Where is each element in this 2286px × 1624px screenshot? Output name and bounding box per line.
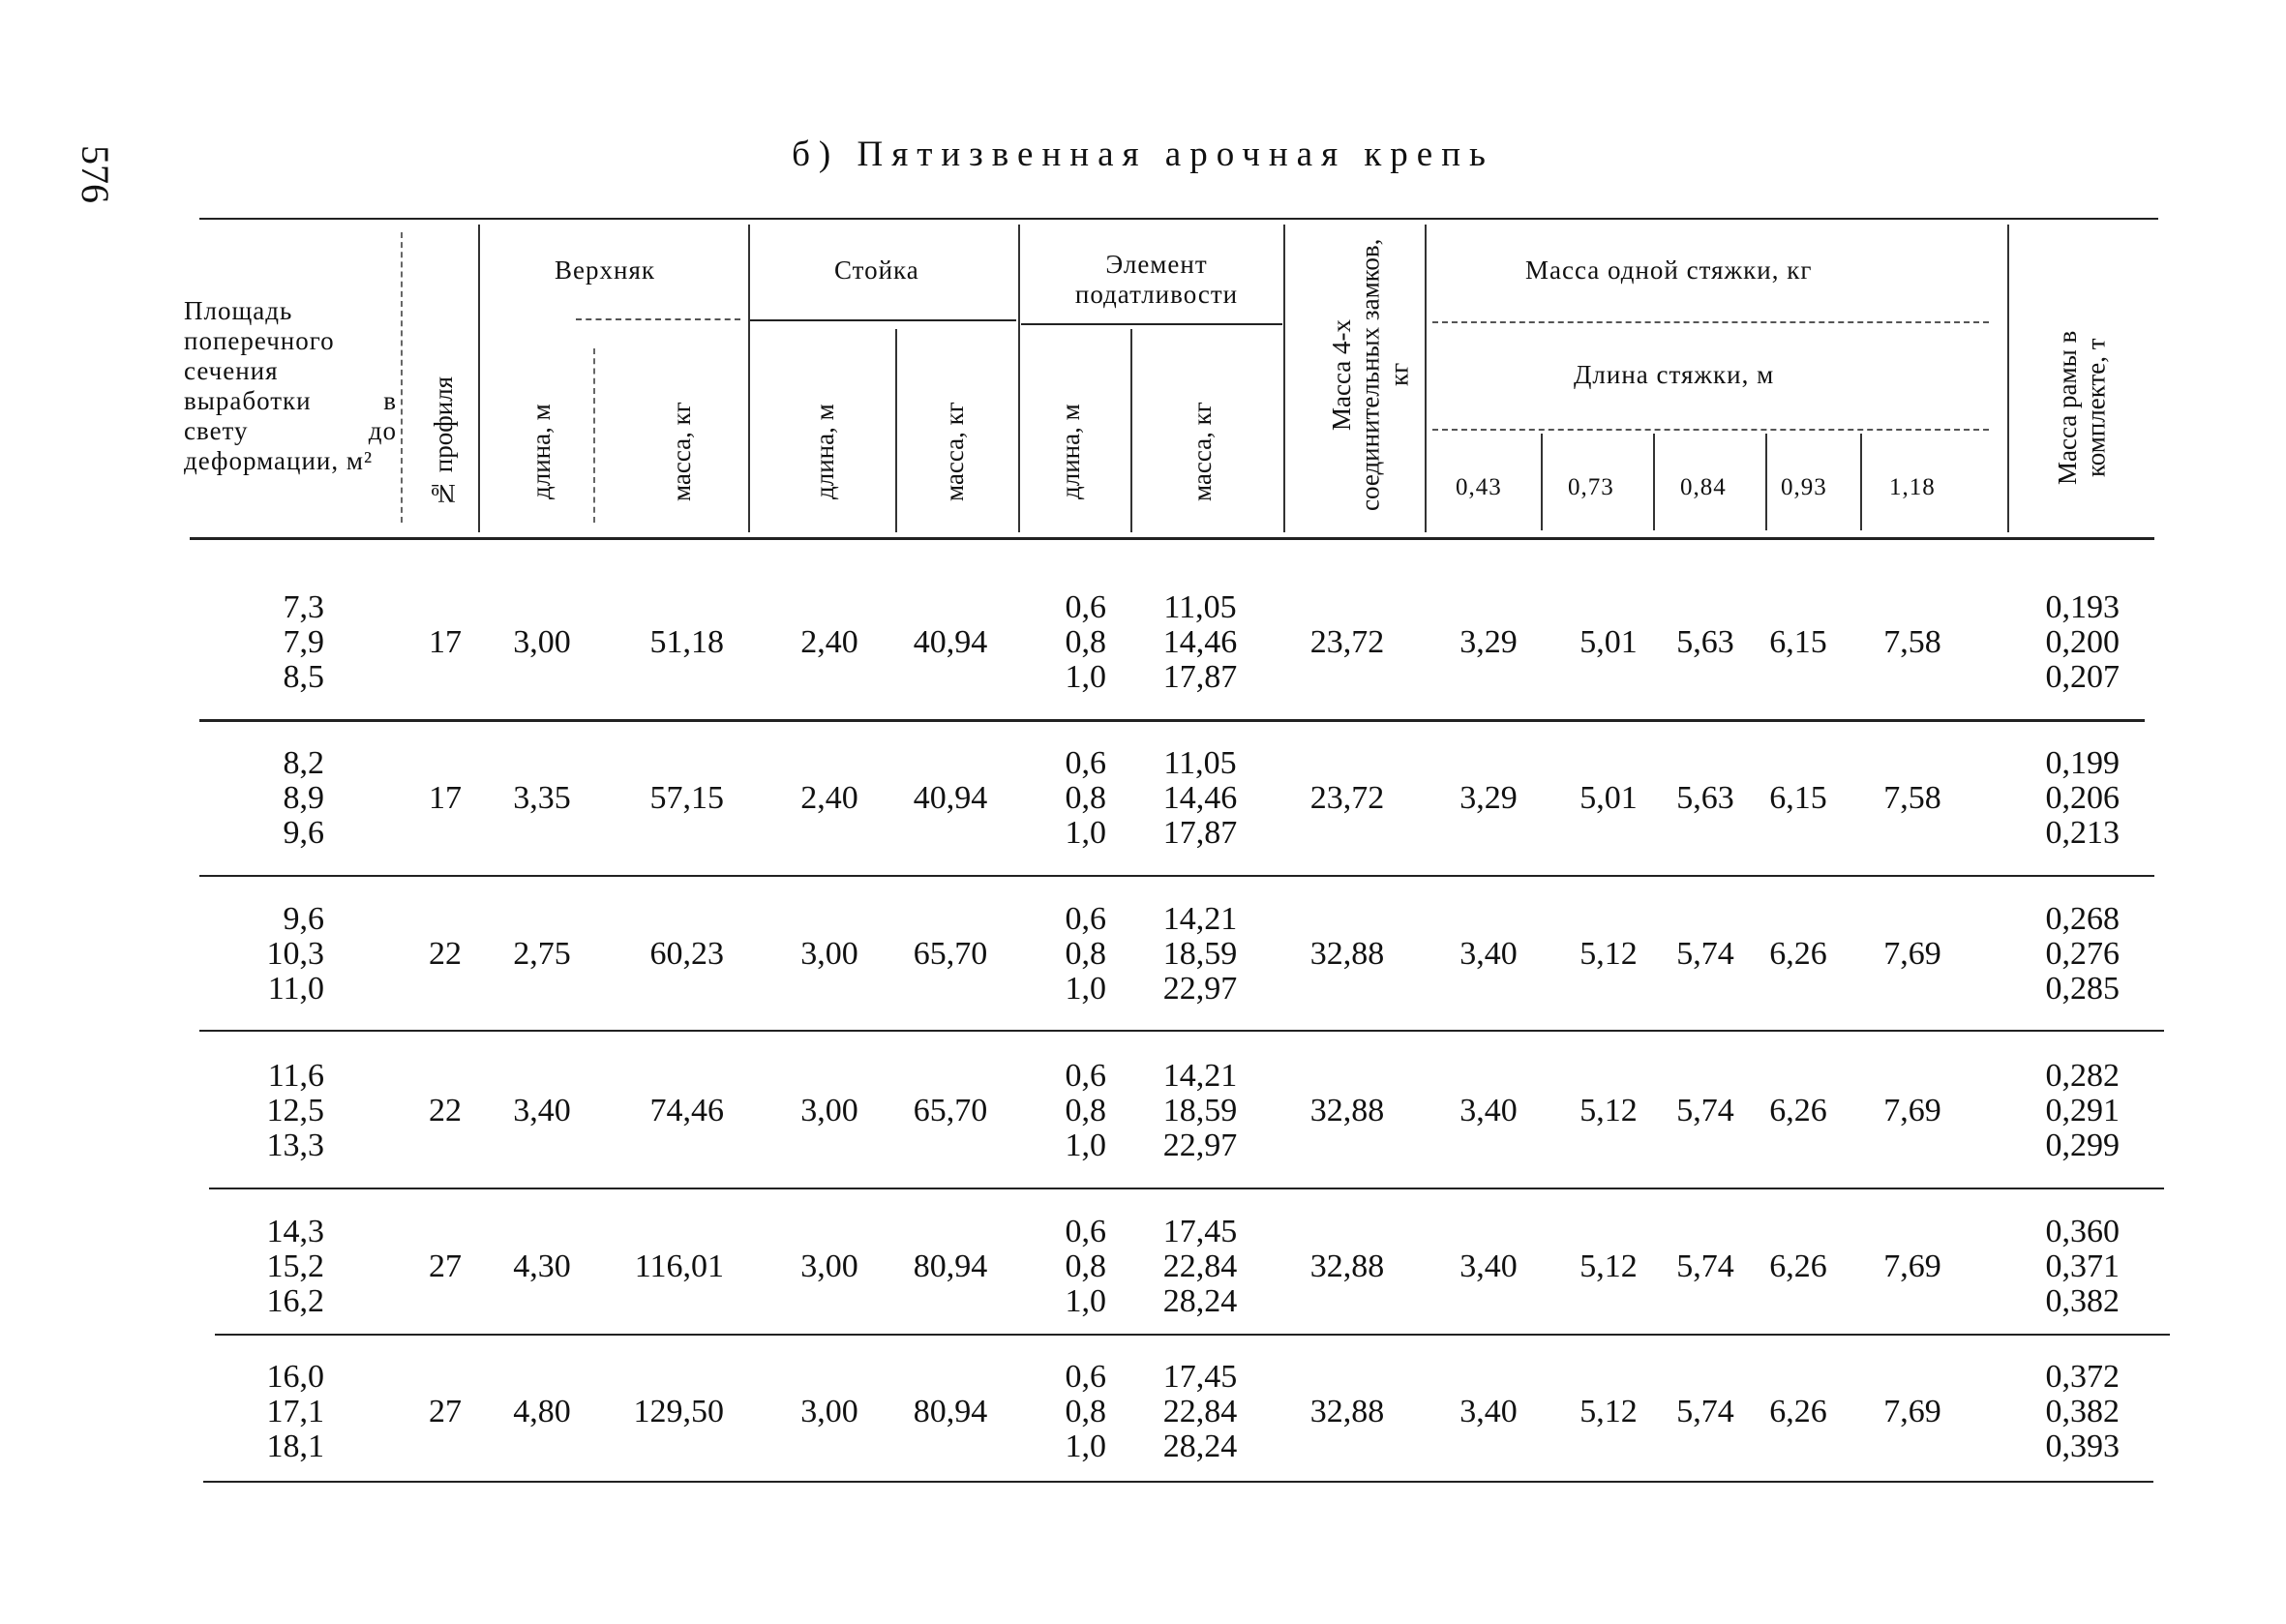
- header-tie-length-043: 0,43: [1456, 474, 1502, 500]
- rule-tie-mass: [1432, 321, 1989, 323]
- element-masses-value: 17,45: [1162, 1214, 1238, 1249]
- frame-mass-values-value: 0,193: [2045, 589, 2120, 625]
- profile-number: 22: [429, 936, 462, 972]
- area-values-value: 12,5: [266, 1093, 324, 1128]
- vline-element-inner: [1130, 329, 1132, 532]
- area-values: [284, 746, 325, 851]
- tie-mass-084: 5,74: [1676, 936, 1734, 972]
- stoyka-length: 3,00: [800, 1093, 858, 1128]
- vline-element: [1283, 225, 1285, 532]
- header-stoyka-length: длина, м: [810, 404, 839, 500]
- header-tie-length-084: 0,84: [1680, 474, 1727, 500]
- frame-mass-values-value: 0,299: [2045, 1128, 2120, 1163]
- frame-mass-values: [2046, 1360, 2121, 1464]
- element-lengths-value: 0,8: [1065, 1248, 1106, 1284]
- frame-mass-values-value: 0,285: [2045, 971, 2120, 1007]
- tie-mass-073: 5,12: [1579, 1248, 1638, 1284]
- element-lengths-value: 0,6: [1065, 589, 1106, 625]
- area-values: [267, 902, 325, 1007]
- tie-mass-073: 5,12: [1579, 1394, 1638, 1429]
- frame-mass-values: [2046, 590, 2121, 695]
- tie-mass-093: 6,26: [1769, 936, 1827, 972]
- verkhnyak-length: 2,75: [513, 936, 571, 972]
- page-number: 576: [74, 145, 117, 203]
- area-values: [284, 590, 325, 695]
- rule-element: [1021, 323, 1282, 325]
- area-values-value: 17,1: [266, 1394, 324, 1429]
- element-lengths: [1066, 902, 1107, 1007]
- locks-mass: 32,88: [1309, 1248, 1385, 1284]
- rule-verkhnyak: [576, 318, 740, 320]
- tie-mass-073: 5,12: [1579, 936, 1638, 972]
- header-element: Элемент податливости: [1074, 250, 1239, 310]
- frame-mass-values-value: 0,207: [2045, 659, 2120, 695]
- area-values-value: 7,9: [283, 624, 324, 660]
- verkhnyak-length: 4,80: [513, 1394, 571, 1429]
- element-lengths-value: 0,6: [1065, 901, 1106, 937]
- element-masses: [1163, 902, 1238, 1007]
- verkhnyak-length: 3,00: [513, 624, 571, 660]
- vline-verkhnyak-inner: [593, 348, 595, 523]
- element-lengths: [1066, 746, 1107, 851]
- element-lengths: [1066, 590, 1107, 695]
- profile-number: 17: [429, 780, 462, 816]
- header-frame-mass: Масса рамы в комплекте, т: [2053, 330, 2111, 485]
- element-lengths-value: 0,8: [1065, 780, 1106, 816]
- area-values-value: 14,3: [266, 1214, 324, 1249]
- header-tie-length-118: 1,18: [1889, 474, 1936, 500]
- element-masses-value: 17,87: [1162, 815, 1238, 851]
- element-lengths-value: 0,8: [1065, 1394, 1106, 1429]
- frame-mass-values-value: 0,382: [2045, 1283, 2120, 1319]
- stoyka-mass: 80,94: [913, 1248, 988, 1284]
- area-values-value: 8,9: [283, 780, 324, 816]
- header-area: Площадь поперечного сечения выработки в свету до деформации, м²: [184, 296, 397, 476]
- row-separator: [199, 1030, 2164, 1032]
- frame-mass-values: [2046, 1215, 2121, 1319]
- element-lengths-value: 1,0: [1065, 1283, 1106, 1319]
- element-lengths-value: 0,8: [1065, 936, 1106, 972]
- header-verkhnyak-length: длина, м: [526, 404, 556, 500]
- tie-mass-043: 3,29: [1459, 624, 1518, 660]
- element-lengths-value: 1,0: [1065, 1429, 1106, 1464]
- table-top-rule: [199, 218, 2158, 220]
- verkhnyak-mass: 60,23: [649, 936, 724, 972]
- row-separator: [215, 1334, 2170, 1336]
- area-values: [267, 1059, 325, 1163]
- profile-number: 22: [429, 1093, 462, 1128]
- element-lengths-value: 0,6: [1065, 1359, 1106, 1395]
- header-tie-length-093: 0,93: [1781, 474, 1827, 500]
- vline-tie-2: [1653, 434, 1655, 530]
- frame-mass-values-value: 0,276: [2045, 936, 2120, 972]
- element-masses-value: 17,87: [1162, 659, 1238, 695]
- stoyka-mass: 40,94: [913, 624, 988, 660]
- vline-stoyka-inner: [895, 329, 897, 532]
- tie-mass-093: 6,26: [1769, 1248, 1827, 1284]
- area-values-value: 15,2: [266, 1248, 324, 1284]
- tie-mass-118: 7,69: [1883, 1248, 1941, 1284]
- element-masses-value: 22,97: [1162, 971, 1238, 1007]
- element-masses-value: 14,21: [1162, 901, 1238, 937]
- header-element-mass: масса, кг: [1188, 402, 1217, 502]
- area-values-value: 9,6: [283, 815, 324, 851]
- verkhnyak-length: 3,40: [513, 1093, 571, 1128]
- tie-mass-118: 7,69: [1883, 1093, 1941, 1128]
- vline-tie-1: [1541, 434, 1543, 530]
- tie-mass-093: 6,15: [1769, 624, 1827, 660]
- frame-mass-values: [2046, 1059, 2121, 1163]
- frame-mass-values-value: 0,372: [2045, 1359, 2120, 1395]
- header-profile: № профиля: [429, 376, 458, 509]
- verkhnyak-mass: 116,01: [634, 1248, 724, 1284]
- element-masses-value: 14,46: [1162, 624, 1238, 660]
- frame-mass-values: [2046, 746, 2121, 851]
- tie-mass-093: 6,15: [1769, 780, 1827, 816]
- tie-mass-084: 5,63: [1676, 624, 1734, 660]
- vline-profile: [478, 225, 480, 532]
- frame-mass-values-value: 0,268: [2045, 901, 2120, 937]
- tie-mass-084: 5,74: [1676, 1093, 1734, 1128]
- area-values-value: 9,6: [283, 901, 324, 937]
- element-masses-value: 11,05: [1163, 589, 1237, 625]
- element-lengths-value: 0,8: [1065, 624, 1106, 660]
- vline-frame: [2007, 225, 2009, 532]
- area-values-value: 11,0: [267, 971, 324, 1007]
- verkhnyak-mass: 74,46: [649, 1093, 724, 1128]
- element-masses: [1163, 1360, 1238, 1464]
- element-masses-value: 28,24: [1162, 1283, 1238, 1319]
- area-values-value: 16,2: [266, 1283, 324, 1319]
- element-lengths-value: 0,6: [1065, 1058, 1106, 1094]
- table-title: б) Пятизвенная арочная крепь: [792, 135, 1494, 174]
- vline-tie-4: [1860, 434, 1862, 530]
- element-masses: [1163, 1215, 1238, 1319]
- tie-mass-093: 6,26: [1769, 1093, 1827, 1128]
- tie-mass-043: 3,40: [1459, 1394, 1518, 1429]
- area-values-value: 18,1: [266, 1429, 324, 1464]
- area-values-value: 13,3: [266, 1128, 324, 1163]
- tie-mass-084: 5,74: [1676, 1394, 1734, 1429]
- verkhnyak-length: 4,30: [513, 1248, 571, 1284]
- vline-area: [401, 232, 403, 523]
- area-values: [267, 1360, 325, 1464]
- element-masses-value: 18,59: [1162, 936, 1238, 972]
- tie-mass-073: 5,12: [1579, 1093, 1638, 1128]
- element-lengths-value: 0,8: [1065, 1093, 1106, 1128]
- locks-mass: 32,88: [1309, 1394, 1385, 1429]
- profile-number: 27: [429, 1248, 462, 1284]
- tie-mass-043: 3,40: [1459, 1248, 1518, 1284]
- element-lengths: [1066, 1360, 1107, 1464]
- stoyka-length: 3,00: [800, 936, 858, 972]
- header-bottom-rule: [190, 537, 2154, 540]
- verkhnyak-mass: 129,50: [633, 1394, 724, 1429]
- area-values-value: 8,2: [283, 745, 324, 781]
- stoyka-length: 3,00: [800, 1394, 858, 1429]
- frame-mass-values-value: 0,360: [2045, 1214, 2120, 1249]
- profile-number: 17: [429, 624, 462, 660]
- verkhnyak-length: 3,35: [513, 780, 571, 816]
- element-lengths-value: 1,0: [1065, 971, 1106, 1007]
- rule-tie-length: [1432, 429, 1989, 431]
- stoyka-mass: 80,94: [913, 1394, 988, 1429]
- locks-mass: 23,72: [1309, 780, 1385, 816]
- locks-mass: 23,72: [1309, 624, 1385, 660]
- element-masses: [1163, 746, 1238, 851]
- header-tie-mass: Масса одной стяжки, кг: [1525, 256, 1813, 285]
- profile-number: 27: [429, 1394, 462, 1429]
- element-masses: [1163, 590, 1238, 695]
- element-masses-value: 18,59: [1162, 1093, 1238, 1128]
- tie-mass-073: 5,01: [1579, 780, 1638, 816]
- frame-mass-values-value: 0,206: [2045, 780, 2120, 816]
- element-lengths-value: 0,6: [1065, 745, 1106, 781]
- vline-verkhnyak: [748, 225, 750, 532]
- element-lengths-value: 0,6: [1065, 1214, 1106, 1249]
- vline-locks: [1425, 225, 1427, 532]
- tie-mass-118: 7,58: [1883, 780, 1941, 816]
- tie-mass-043: 3,40: [1459, 936, 1518, 972]
- vline-stoyka: [1018, 225, 1020, 532]
- row-separator: [199, 719, 2145, 722]
- area-values: [267, 1215, 325, 1319]
- element-lengths-value: 1,0: [1065, 659, 1106, 695]
- stoyka-length: 2,40: [800, 624, 858, 660]
- element-lengths-value: 1,0: [1065, 815, 1106, 851]
- tie-mass-118: 7,58: [1883, 624, 1941, 660]
- element-masses-value: 22,84: [1162, 1394, 1238, 1429]
- header-tie-length: Длина стяжки, м: [1574, 360, 1775, 389]
- verkhnyak-mass: 51,18: [649, 624, 724, 660]
- row-separator: [199, 875, 2154, 877]
- area-values-value: 7,3: [283, 589, 324, 625]
- element-masses-value: 14,21: [1162, 1058, 1238, 1094]
- tie-mass-043: 3,29: [1459, 780, 1518, 816]
- area-values-value: 11,6: [267, 1058, 324, 1094]
- element-lengths-value: 1,0: [1065, 1128, 1106, 1163]
- frame-mass-values-value: 0,291: [2045, 1093, 2120, 1128]
- frame-mass-values-value: 0,213: [2045, 815, 2120, 851]
- tie-mass-084: 5,74: [1676, 1248, 1734, 1284]
- element-masses-value: 28,24: [1162, 1429, 1238, 1464]
- header-stoyka-mass: масса, кг: [940, 402, 969, 502]
- stoyka-mass: 65,70: [913, 1093, 988, 1128]
- frame-mass-values-value: 0,199: [2045, 745, 2120, 781]
- frame-mass-values-value: 0,371: [2045, 1248, 2120, 1284]
- element-lengths: [1066, 1215, 1107, 1319]
- tie-mass-043: 3,40: [1459, 1093, 1518, 1128]
- element-masses-value: 14,46: [1162, 780, 1238, 816]
- frame-mass-values-value: 0,200: [2045, 624, 2120, 660]
- stoyka-length: 2,40: [800, 780, 858, 816]
- element-masses-value: 22,97: [1162, 1128, 1238, 1163]
- area-values-value: 10,3: [266, 936, 324, 972]
- tie-mass-118: 7,69: [1883, 936, 1941, 972]
- element-masses: [1163, 1059, 1238, 1163]
- stoyka-mass: 40,94: [913, 780, 988, 816]
- locks-mass: 32,88: [1309, 936, 1385, 972]
- verkhnyak-mass: 57,15: [649, 780, 724, 816]
- locks-mass: 32,88: [1309, 1093, 1385, 1128]
- area-values-value: 8,5: [283, 659, 324, 695]
- frame-mass-values-value: 0,282: [2045, 1058, 2120, 1094]
- header-verkhnyak-mass: масса, кг: [667, 402, 696, 502]
- element-masses-value: 11,05: [1163, 745, 1237, 781]
- row-separator: [209, 1188, 2164, 1189]
- stoyka-length: 3,00: [800, 1248, 858, 1284]
- area-values-value: 16,0: [266, 1359, 324, 1395]
- tie-mass-093: 6,26: [1769, 1394, 1827, 1429]
- header-verkhnyak: Верхняк: [555, 256, 655, 285]
- header-stoyka: Стойка: [834, 256, 919, 285]
- table-bottom-rule: [203, 1481, 2153, 1483]
- header-tie-length-073: 0,73: [1568, 474, 1614, 500]
- tie-mass-084: 5,63: [1676, 780, 1734, 816]
- frame-mass-values: [2046, 902, 2121, 1007]
- element-lengths: [1066, 1059, 1107, 1163]
- tie-mass-118: 7,69: [1883, 1394, 1941, 1429]
- rule-stoyka: [750, 319, 1016, 321]
- tie-mass-073: 5,01: [1579, 624, 1638, 660]
- vline-tie-3: [1765, 434, 1767, 530]
- stoyka-mass: 65,70: [913, 936, 988, 972]
- frame-mass-values-value: 0,382: [2045, 1394, 2120, 1429]
- header-locks: Масса 4-х соединительных замков, кг: [1327, 238, 1414, 511]
- element-masses-value: 22,84: [1162, 1248, 1238, 1284]
- frame-mass-values-value: 0,393: [2045, 1429, 2120, 1464]
- header-element-length: длина, м: [1056, 404, 1085, 500]
- element-masses-value: 17,45: [1162, 1359, 1238, 1395]
